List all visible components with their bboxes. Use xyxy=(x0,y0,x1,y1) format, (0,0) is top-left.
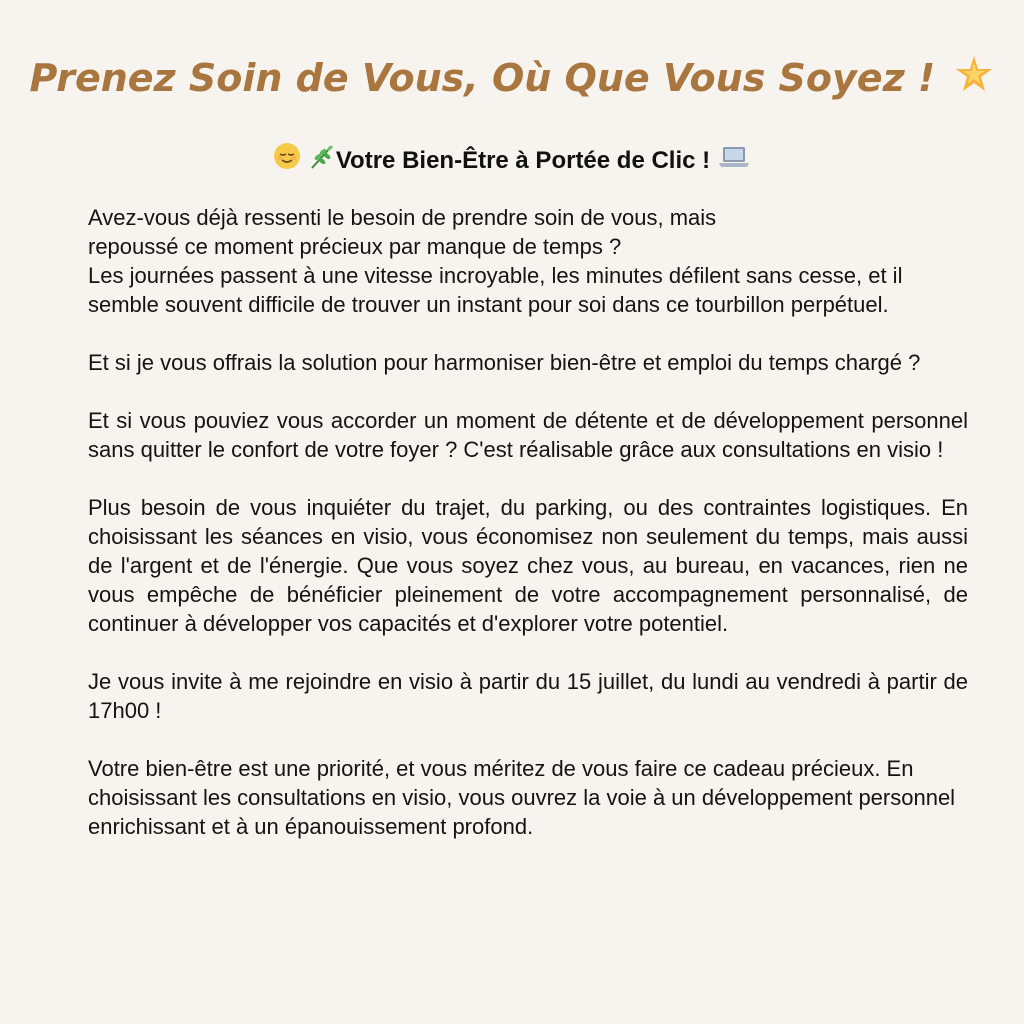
paragraph-1-line-3: Les journées passent à une vitesse incroyable, les minutes défilent sans cesse, et il semble souvent difficile de trouver un instant pour soi dans ce tourbillon perpétuel. xyxy=(88,263,903,317)
star-icon xyxy=(954,53,994,109)
paragraph-4: Plus besoin de vous inquiéter du trajet, du parking, ou des contraintes logistiques. En choisissant les séances en visio, vous économisez non seulement du temps, mais aussi de l'argent et de l'énergie. Que vous soyez chez vous, au bureau, en vacances, rien ne vous empêche de bénéficier pleinement de votre accompagnement personnalisé, de continuer à développer vos capacités et d'explorer votre potentiel. xyxy=(88,495,968,636)
paragraph-1 xyxy=(88,203,968,319)
paragraph-5: Je vous invite à me rejoindre en visio à partir du 15 juillet, du lundi au vendredi à partir de 17h00 ! xyxy=(88,669,968,723)
relieved-face-icon xyxy=(273,142,301,181)
laptop-icon xyxy=(717,142,751,181)
paragraph-1-line-1: Avez-vous déjà ressenti le besoin de prendre soin de vous, mais xyxy=(88,205,717,230)
subtitle-text: Votre Bien-Être à Portée de Clic ! xyxy=(335,146,711,174)
subtitle-block xyxy=(0,142,1024,181)
paragraph-6: Votre bien-être est une priorité, et vous méritez de vous faire ce cadeau précieux. En choisissant les consultations en visio, vous ouvrez la voie à un développement personnel enrichissant et à un épanouissement profond. xyxy=(88,756,956,839)
paragraph-1-line-2: repoussé ce moment précieux par manque de temps ? xyxy=(88,234,622,259)
paragraph-2: Et si je vous offrais la solution pour harmoniser bien-être et emploi du temps chargé ? xyxy=(88,350,921,375)
herb-icon xyxy=(308,142,336,181)
body-text xyxy=(88,203,968,870)
page-title-block xyxy=(0,50,1024,109)
paragraph-3: Et si vous pouviez vous accorder un moment de détente et de développement personnel sans quitter le confort de votre foyer ? C'est réalisable grâce aux consultations en visio ! xyxy=(88,408,968,462)
page-title: Prenez Soin de Vous, Où Que Vous Soyez ! xyxy=(29,56,936,100)
